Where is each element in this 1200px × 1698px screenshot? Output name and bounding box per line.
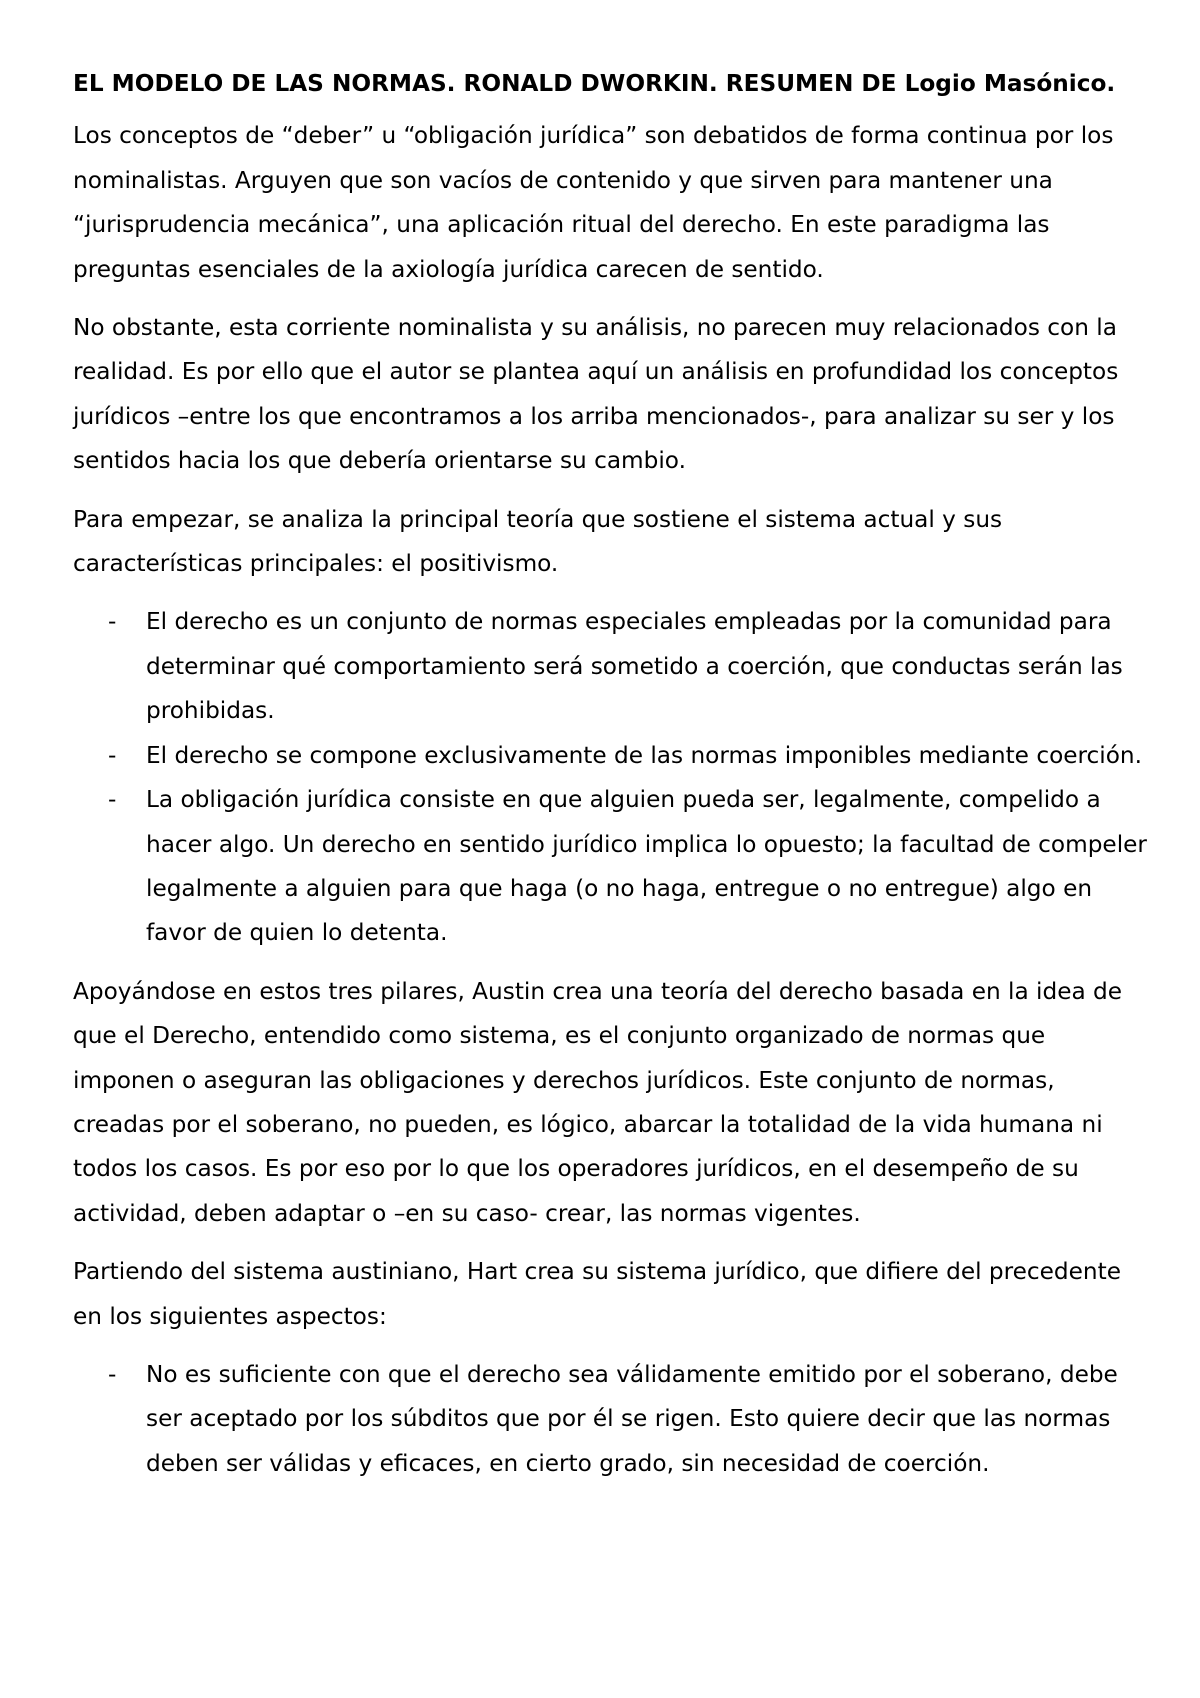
paragraph-author-analysis: No obstante, esta corriente nominalista y su análisis, no parecen muy relacionados con la realidad. Es por ello que el autor se plantea aquí un análisis en profundidad los conceptos jurídicos –entre los que encontramos a los arriba mencionados-, para analizar su ser y los sentidos hacia los que debería orientarse su cambio. [73, 314, 1119, 475]
paragraph-positivism-intro: Para empezar, se analiza la principal teoría que sostiene el sistema actual y sus características principales: el positivismo. [73, 505, 1003, 578]
document-title: EL MODELO DE LAS NORMAS. RONALD DWORKIN. RESUMEN DE Logio Masónico. [73, 70, 1116, 97]
list-item-text: No es suficiente con que el derecho sea válidamente emitido por el soberano, debe ser aceptado por los súbditos que por él se rigen. Esto quiere decir que las normas deben ser válidas y eficaces, en cierto grado, sin necesidad de coerción. [146, 1360, 1118, 1477]
list-dash: - [108, 608, 117, 636]
list-item [73, 778, 1153, 956]
hart-differences-list [73, 1353, 1153, 1486]
list-item [73, 600, 1153, 733]
list-item [73, 734, 1153, 778]
list-dash: - [108, 1360, 117, 1388]
list-item [73, 1353, 1153, 1486]
paragraph-hart-intro: Partiendo del sistema austiniano, Hart crea su sistema jurídico, que difiere del precedente en los siguientes aspectos: [73, 1258, 1121, 1330]
list-item-text: El derecho es un conjunto de normas especiales empleadas por la comunidad para determinar qué comportamiento será sometido a coerción, que conductas serán las prohibidas. [146, 608, 1123, 725]
positivism-features-list [73, 600, 1153, 955]
list-item-text: La obligación jurídica consiste en que alguien pueda ser, legalmente, compelido a hacer algo. Un derecho en sentido jurídico implica lo opuesto; la facultad de compeler legalmente a alguien para que haga (o no haga, entregue o no entregue) algo en favor de quien lo detenta. [146, 786, 1147, 947]
list-dash: - [108, 741, 117, 769]
paragraph-austin-theory: Apoyándose en estos tres pilares, Austin crea una teoría del derecho basada en la idea de que el Derecho, entendido como sistema, es el conjunto organizado de normas que imponen o aseguran las obligaciones y derechos jurídicos. Este conjunto de normas, creadas por el soberano, no pueden, es lógico, abarcar la totalidad de la vida humana ni todos los casos. Es por eso por lo que los operadores jurídicos, en el desempeño de su actividad, deben adaptar o –en su caso- crear, las normas vigentes. [73, 977, 1123, 1227]
paragraph-nominalists: Los conceptos de “deber” u “obligación jurídica” son debatidos de forma continua por los nominalistas. Arguyen que son vacíos de contenido y que sirven para mantener una “jurisprudencia mecánica”, una aplicación ritual del derecho. En este paradigma las preguntas esenciales de la axiología jurídica carecen de sentido. [73, 122, 1114, 283]
list-item-text: El derecho se compone exclusivamente de las normas imponibles mediante coerción. [146, 741, 1142, 769]
list-dash: - [108, 786, 117, 814]
document-page [73, 62, 1153, 1500]
